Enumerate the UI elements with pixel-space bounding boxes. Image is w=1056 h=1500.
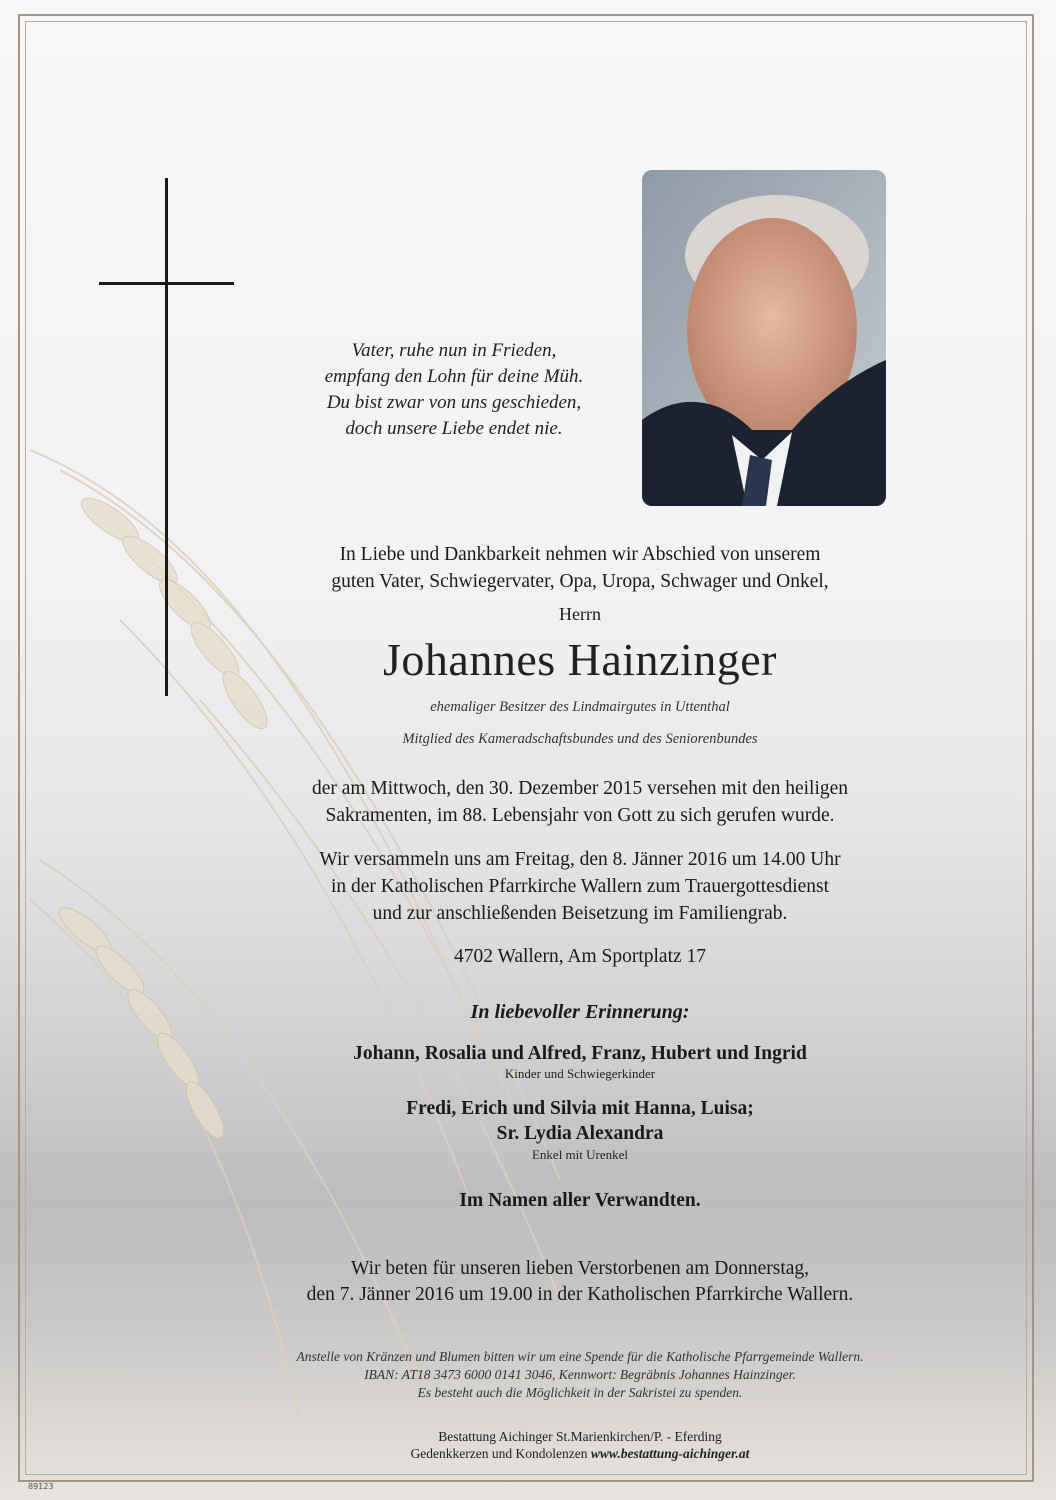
family-role: Enkel mit Urenkel — [531, 1147, 629, 1162]
website-link[interactable]: www.bestattung-aichinger.at — [590, 1446, 750, 1461]
family-names: Johann, Rosalia und Alfred, Franz, Hubert und Ingrid — [353, 1043, 807, 1064]
footer-funeral-home: Bestattung Aichinger St.Marienkirchen/P. - Eferding — [438, 1429, 722, 1444]
deceased-name: Johannes Hainzinger — [383, 634, 777, 685]
intro-line: guten Vater, Schwiegervater, Opa, Uropa, Schwager und Onkel, — [331, 571, 829, 592]
funeral-line: Wir versammeln uns am Freitag, den 8. Jänner 2016 um 14.00 Uhr — [319, 849, 841, 870]
intro-line: In Liebe und Dankbarkeit nehmen wir Abschied von unserem — [339, 544, 821, 565]
poem-line: Vater, ruhe nun in Frieden, — [351, 340, 557, 361]
memory-heading: In liebevoller Erinnerung: — [470, 1001, 690, 1023]
prayer-line: den 7. Jänner 2016 um 19.00 in der Katholischen Pfarrkirche Wallern. — [306, 1284, 854, 1305]
donation-line: Anstelle von Kränzen und Blumen bitten wir um eine Spende für die Katholische Pfarrgemeinde Wallern. — [296, 1349, 864, 1364]
footer-condolences — [120, 1445, 1040, 1462]
intro-text — [120, 541, 1040, 595]
subtitle-membership: Mitglied des Kameradschaftsbundes und des Seniorenbundes — [402, 731, 758, 747]
family-name-line: Fredi, Erich und Silvia mit Hanna, Luisa; — [406, 1098, 754, 1119]
cross-bar — [99, 282, 234, 285]
death-notice-line: der am Mittwoch, den 30. Dezember 2015 versehen mit den heiligen — [311, 778, 849, 799]
death-notice-line: Sakramenten, im 88. Lebensjahr von Gott zu sich gerufen wurde. — [325, 805, 835, 826]
subtitle-occupation: ehemaliger Besitzer des Lindmairgutes in Uttenthal — [430, 699, 730, 715]
poem-line: Du bist zwar von uns geschieden, — [326, 392, 582, 413]
donation-note — [120, 1348, 1040, 1402]
salutation: Herrn — [559, 604, 601, 624]
prayer-info — [120, 1256, 1040, 1308]
family-role: Kinder und Schwiegerkinder — [504, 1066, 656, 1081]
print-code: 89123 — [28, 1482, 54, 1491]
poem-line: empfang den Lohn für deine Müh. — [324, 366, 584, 387]
family-names — [120, 1096, 1040, 1146]
funeral-info — [120, 846, 1040, 927]
poem-line: doch unsere Liebe endet nie. — [345, 418, 563, 439]
footer-condolences-label: Gedenkkerzen und Kondolenzen — [410, 1446, 588, 1461]
address: 4702 Wallern, Am Sportplatz 17 — [453, 946, 707, 967]
prayer-line: Wir beten für unseren lieben Verstorbenen am Donnerstag, — [350, 1258, 810, 1279]
poem — [284, 338, 624, 442]
family-name-line: Sr. Lydia Alexandra — [496, 1123, 664, 1144]
portrait-photo — [642, 170, 886, 506]
closing-line: Im Namen aller Verwandten. — [459, 1190, 701, 1211]
death-notice — [120, 775, 1040, 829]
donation-line: IBAN: AT18 3473 6000 0141 3046, Kennwort: Begräbnis Johannes Hainzinger. — [364, 1367, 796, 1382]
donation-line: Es besteht auch die Möglichkeit in der Sakristei zu spenden. — [417, 1385, 743, 1400]
funeral-line: in der Katholischen Pfarrkirche Wallern zum Trauergottesdienst — [330, 876, 830, 897]
funeral-line: und zur anschließenden Beisetzung im Familiengrab. — [372, 903, 788, 924]
footer — [120, 1428, 1040, 1462]
